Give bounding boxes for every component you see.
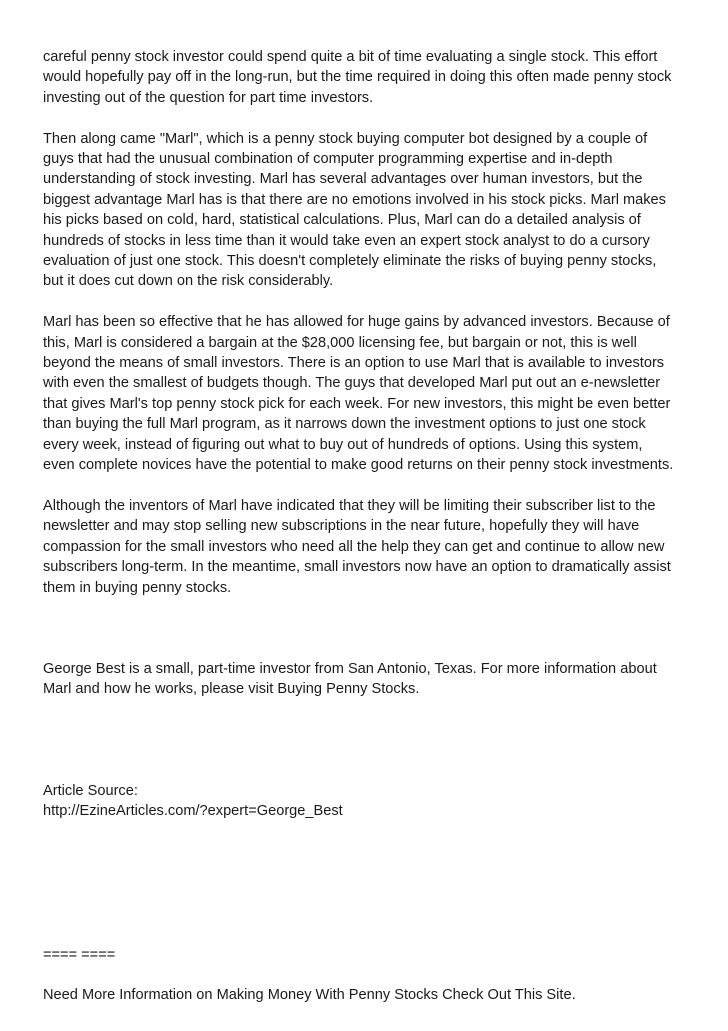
article-paragraph: careful penny stock investor could spend quite a bit of time evaluating a single stock. This effort would hopefully pay off in the long-run, but the time required in doing this often made penny stock investing out of the question for part time investors. xyxy=(43,49,672,106)
section-divider: ==== ==== xyxy=(43,946,116,963)
document-page xyxy=(43,47,683,1006)
author-bio: George Best is a small, part-time investor from San Antonio, Texas. For more information about Marl and how he works, please visit Buying Penny Stocks. xyxy=(43,660,657,698)
article-paragraph: Although the inventors of Marl have indicated that they will be limiting their subscriber list to the newsletter and may stop selling new subscriptions in the near future, hopefully they will have compassion for the small investors who need all the help they can get and continue to allow new subscribers long-term. In the meantime, small investors now have an option to dramatically assist them in buying penny stocks. xyxy=(43,497,671,596)
article-paragraph: Then along came "Marl", which is a penny stock buying computer bot designed by a couple of guys that had the unusual combination of computer programming expertise and in-depth understanding of stock investing. Marl has several advantages over human investors, but the biggest advantage Marl has is that there are no emotions involved in his stock picks. Marl makes his picks based on cold, hard, statistical calculations. Plus, Marl can do a detailed analysis of hundreds of stocks in less time than it would take even an expert stock analyst to do a cursory evaluation of just one stock. This doesn't completely eliminate the risks of buying penny stocks, but it does cut down on the risk considerably. xyxy=(43,130,666,290)
footer-promo-text: Need More Information on Making Money With Penny Stocks Check Out This Site. xyxy=(43,987,576,1004)
article-source-url: http://EzineArticles.com/?expert=George_Best xyxy=(43,803,343,820)
article-source-label: Article Source: xyxy=(43,782,138,799)
article-paragraph: Marl has been so effective that he has allowed for huge gains by advanced investors. Because of this, Marl is considered a bargain at the $28,000 licensing fee, but bargain or not, this is well beyond the means of small investors. There is an option to use Marl that is available to investors with even the smallest of budgets though. The guys that developed Marl put out an e-newsletter that gives Marl's top penny stock pick for each week. For new investors, this might be even better than buying the full Marl program, as it narrows down the investment options to just one stock every week, instead of figuring out what to buy out of hundreds of options. Using this system, even complete novices have the potential to make good returns on their penny stock investments. xyxy=(43,314,674,474)
